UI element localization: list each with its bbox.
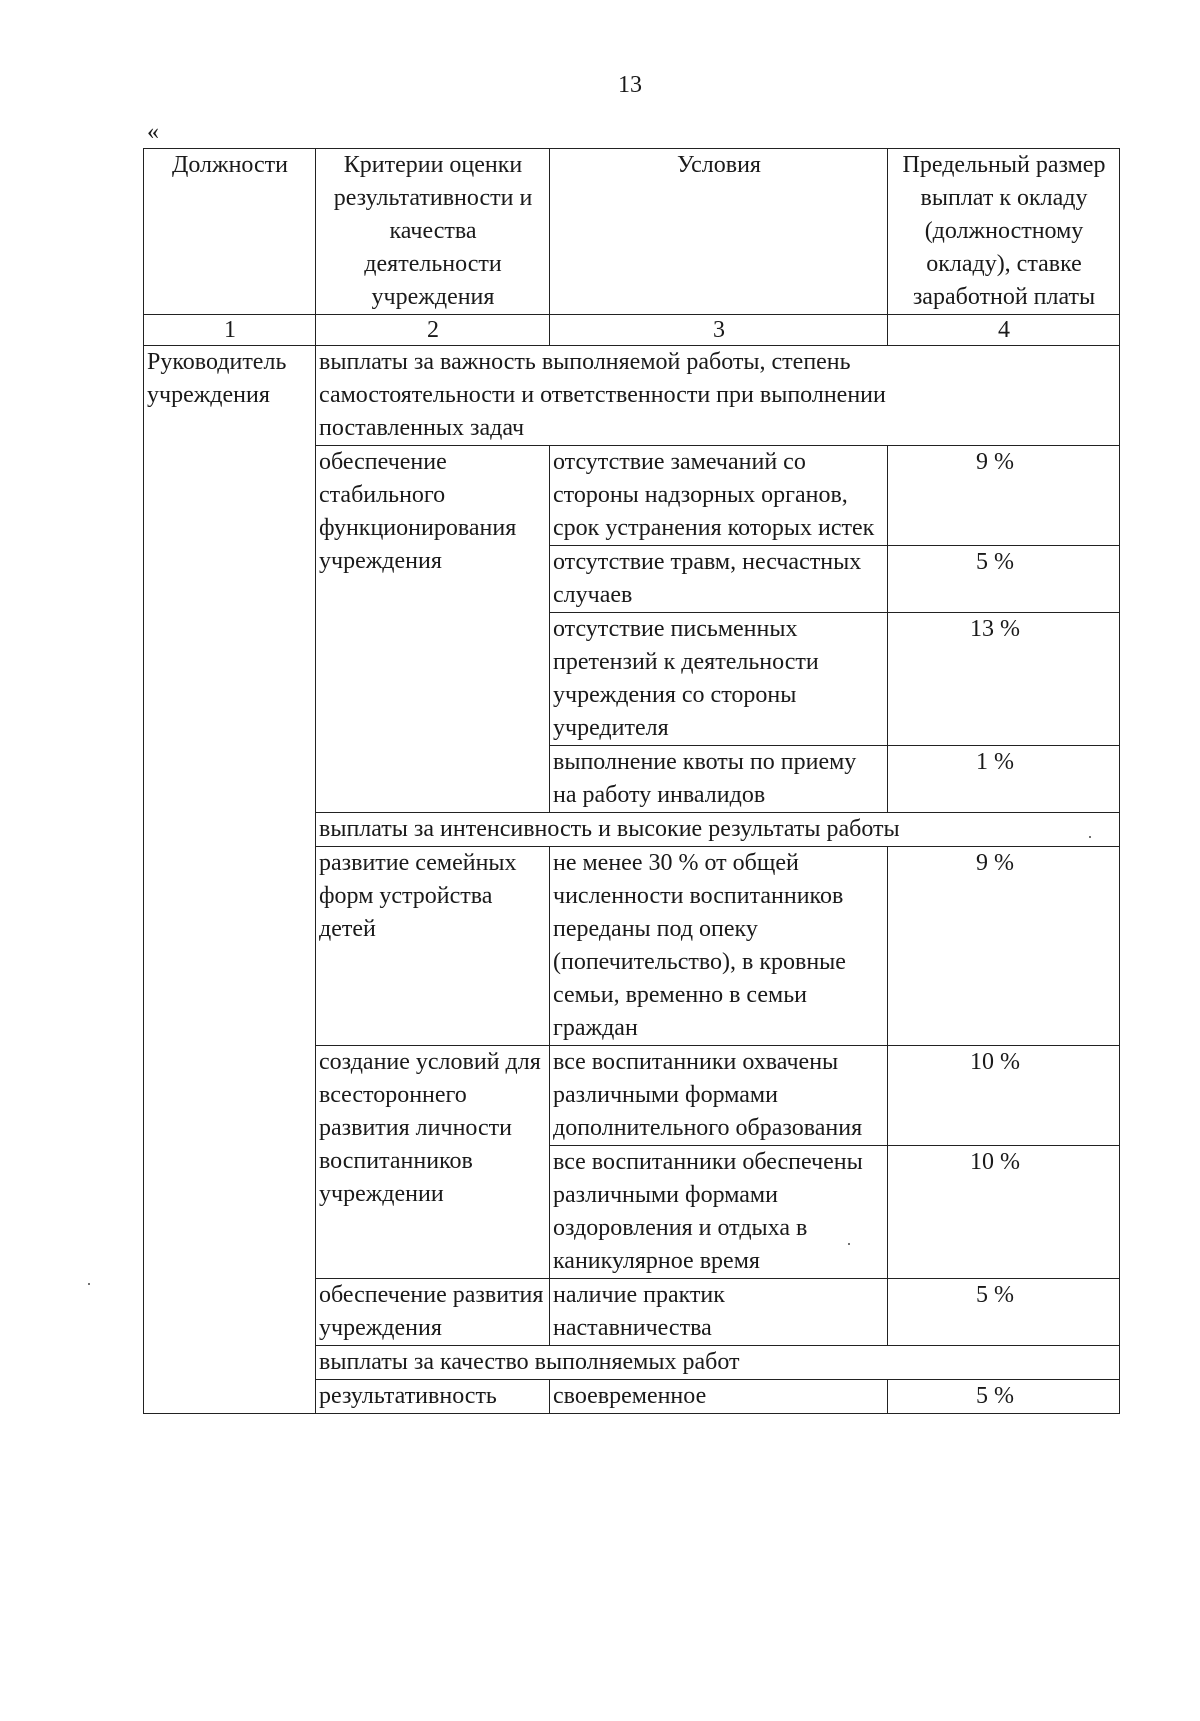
payments-criteria-table [143, 148, 1120, 1414]
criterion-cell: обеспечение стабильного функционирования учреждения [316, 446, 550, 813]
value-cell: 10 % [888, 1046, 1120, 1146]
condition-cell: отсутствие письменных претензий к деятельности учреждения со стороны учредителя [550, 613, 888, 746]
table-header-row [144, 149, 1120, 315]
criterion-cell: обеспечение развития учреждения [316, 1279, 550, 1346]
criterion-cell: создание условий для всестороннего развития личности воспитанников учреждении [316, 1046, 550, 1279]
scan-speck [848, 1243, 850, 1245]
value-cell: 5 % [888, 546, 1120, 613]
condition-cell: не менее 30 % от общей численности воспитанников переданы под опеку (попечительство), в кровные семьи, временно в семьи граждан [550, 847, 888, 1046]
scan-speck [88, 1283, 90, 1285]
value-cell: 13 % [888, 613, 1120, 746]
table-row [144, 346, 1120, 446]
condition-cell: наличие практик наставничества [550, 1279, 888, 1346]
column-number: 4 [888, 315, 1120, 346]
condition-cell: все воспитанники обеспечены различными формами оздоровления и отдыха в каникулярное время [550, 1146, 888, 1279]
value-cell: 5 % [888, 1279, 1120, 1346]
column-number: 3 [550, 315, 888, 346]
condition-cell: отсутствие замечаний со стороны надзорных органов, срок устранения которых истек [550, 446, 888, 546]
position-cell: Руководитель учреждения [144, 346, 316, 1414]
value-cell: 9 % [888, 847, 1120, 1046]
page-number: 13 [618, 72, 642, 98]
value-cell: 10 % [888, 1146, 1120, 1279]
condition-cell: все воспитанники охвачены различными формами дополнительного образования [550, 1046, 888, 1146]
value-cell: 5 % [888, 1380, 1120, 1414]
criterion-cell: результативность [316, 1380, 550, 1414]
header-payment-limit: Предельный размер выплат к окладу (должностному окладу), ставке заработной платы [888, 149, 1120, 315]
header-criteria: Критерии оценки результативности и качества деятельности учреждения [316, 149, 550, 315]
header-conditions: Условия [550, 149, 888, 315]
header-positions: Должности [144, 149, 316, 315]
condition-cell: выполнение квоты по приему на работу инвалидов [550, 746, 888, 813]
section-title: выплаты за важность выполняемой работы, степень самостоятельности и ответственности при выполнении поставленных задач [316, 346, 1120, 446]
scan-speck [1089, 836, 1091, 838]
value-cell: 1 % [888, 746, 1120, 813]
criterion-cell: развитие семейных форм устройства детей [316, 847, 550, 1046]
section-title: выплаты за интенсивность и высокие результаты работы [316, 813, 1120, 847]
column-numbers-row [144, 315, 1120, 346]
condition-cell: своевременное [550, 1380, 888, 1414]
section-title: выплаты за качество выполняемых работ [316, 1346, 1120, 1380]
column-number: 1 [144, 315, 316, 346]
condition-cell: отсутствие травм, несчастных случаев [550, 546, 888, 613]
opening-quote-mark: « [147, 119, 159, 145]
column-number: 2 [316, 315, 550, 346]
value-cell: 9 % [888, 446, 1120, 546]
